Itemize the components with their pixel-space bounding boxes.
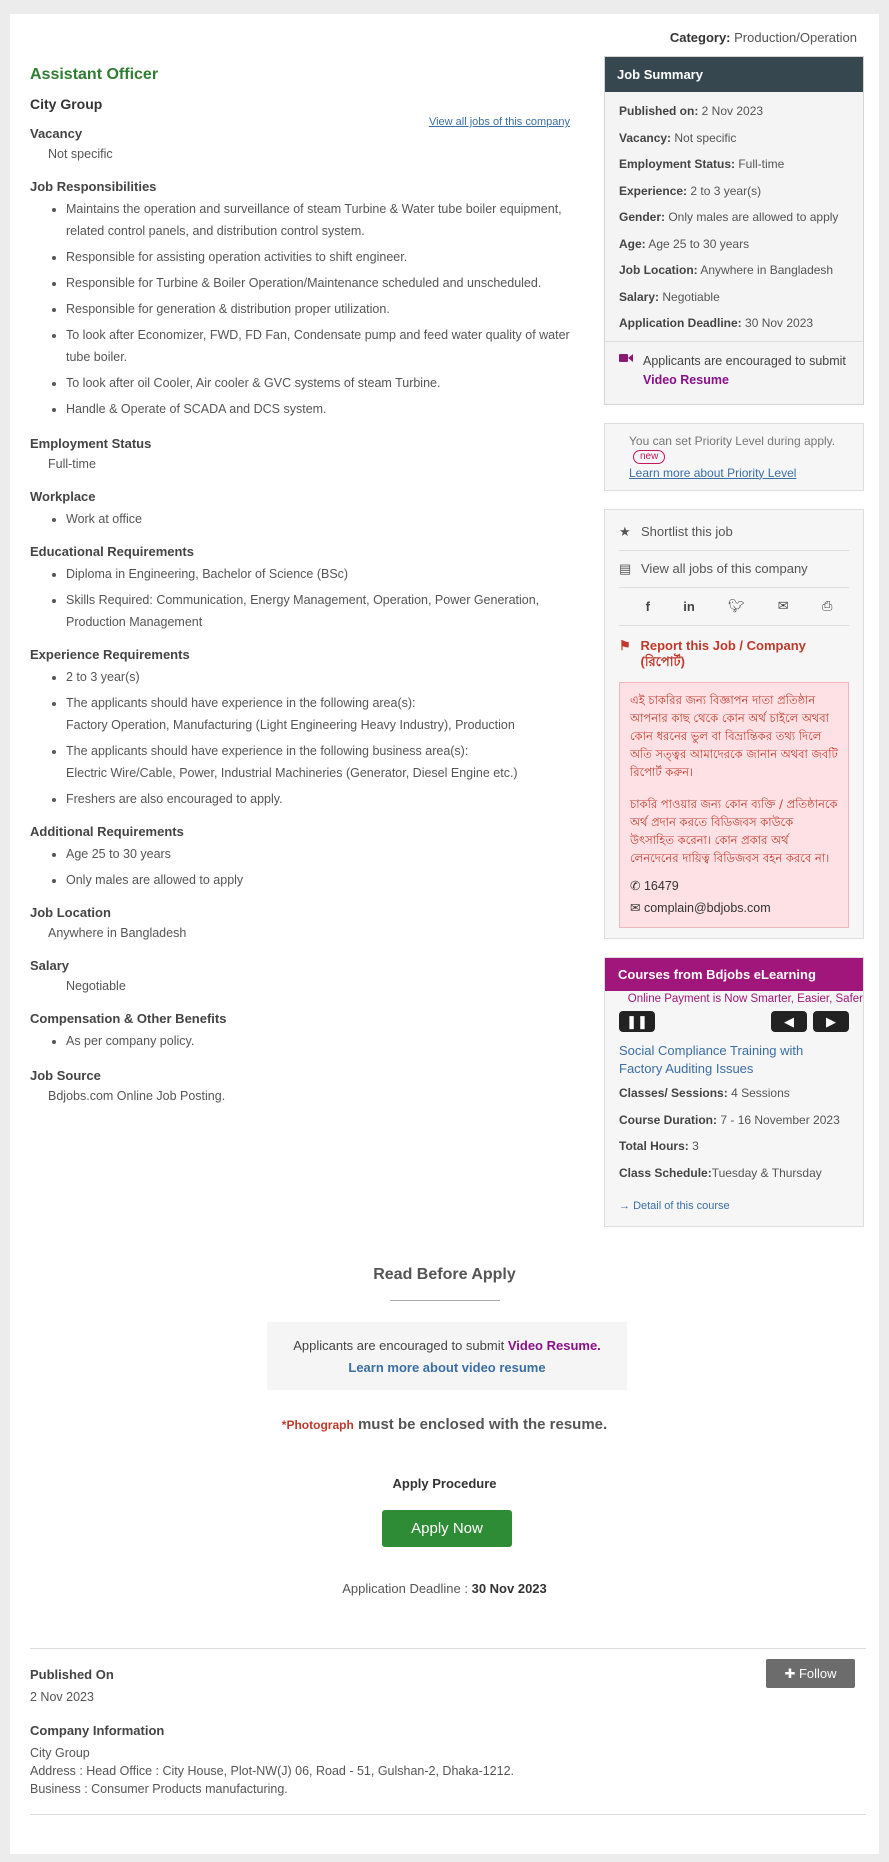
experience-area-intro: • The applicants should have experience in the following area(s): [66,696,416,710]
published-on-heading: Published On [30,1667,114,1682]
summary-label: Salary: [619,289,660,304]
experience-heading: Experience Requirements [30,647,190,662]
report-job-link[interactable] [619,638,849,674]
rba-text: Applicants are encouraged to submit [293,1338,505,1353]
salary-value: Negotiable [66,979,126,993]
responsibility-item: • Responsible for generation & distribution proper utilization. [66,298,570,320]
summary-label: Application Deadline: [619,316,742,330]
deadline-label: Application Deadline : [342,1581,472,1596]
summary-value: 2 Nov 2023 [698,104,764,118]
job-summary-rows [605,92,863,337]
video-resume-box [267,1322,627,1390]
contact-block [630,875,838,919]
view-all-jobs-button[interactable] [619,551,849,588]
courses-marquee: Online Payment is Now Smarter, Easier, Safer [627,992,863,1005]
course-title-link[interactable]: Social Compliance Training with Factory Auditing Issues [619,1042,804,1076]
location-heading: Job Location [30,905,111,920]
linkedin-icon[interactable]: in [683,598,695,614]
video-resume-prefix: Applicants are encouraged to submit [643,353,846,368]
priority-panel [604,423,864,491]
experience-business-values: Electric Wire/Cable, Power, Industrial Machineries (Generator, Diesel Engine etc.) [66,766,518,780]
summary-label: Vacancy: [619,130,672,145]
experience-list [30,666,570,810]
vacancy-heading: Vacancy [30,126,83,141]
course-detail-link[interactable] [619,1200,730,1212]
list-item: • As per company policy. [66,1030,570,1052]
category-value: Production/Operation [734,30,857,45]
responsibility-item: • Maintains the operation and surveillance of steam Turbine & Water tube boiler equipment, related control panels, and distribution control system. [66,198,570,242]
priority-learn-more-link[interactable]: Learn more about Priority Level [629,465,797,480]
course-detail-value: Tuesday & Thursday [711,1165,822,1180]
divider [30,1814,866,1815]
arrow-right-icon: → [619,1199,630,1212]
compensation-list [30,1030,570,1052]
additional-heading: Additional Requirements [30,824,184,839]
prev-arrow-icon[interactable]: ◀ [771,1011,807,1032]
employment-status-value: Full-time [48,457,96,471]
photograph-note [10,1416,879,1433]
workplace-list [30,508,570,530]
summary-row [605,125,863,152]
summary-value: 2 to 3 year(s) [687,183,762,198]
experience-area-values: Factory Operation, Manufacturing (Light Engineering Heavy Industry), Production [66,718,515,732]
list-item: • Only males are allowed to apply [66,869,570,891]
flag-icon: ⚑ [619,637,631,653]
list-item: • Age 25 to 30 years [66,843,570,865]
responsibility-item: • Responsible for assisting operation activities to shift engineer. [66,246,570,268]
list-item [66,740,570,784]
summary-value: Age 25 to 30 years [645,236,750,251]
experience-business-intro: • The applicants should have experience in the following business area(s): [66,744,469,758]
divider [390,1300,500,1301]
envelope-icon: ✉ [630,900,641,915]
job-details [30,66,570,1103]
plus-icon: ✚ [784,1666,796,1681]
list-item: • Skills Required: Communication, Energy Management, Operation, Power Generation, Production Management [66,589,570,633]
company-address: Address : Head Office : City House, Plot-NW(J) 06, Road - 51, Gulshan-2, Dhaka-1212. [30,1764,515,1778]
shortlist-button[interactable] [619,514,849,551]
carousel-controls [619,1011,849,1033]
summary-row [605,98,863,125]
course-detail-value: 4 Sessions [727,1085,790,1100]
summary-value: Full-time [735,157,785,171]
course-detail-label: Classes/ Sessions: [619,1085,728,1100]
summary-row [605,231,863,258]
summary-label: Published on: [619,104,699,118]
job-source-heading: Job Source [30,1068,101,1083]
follow-label: Follow [798,1666,837,1681]
employment-status-heading: Employment Status [30,436,152,451]
category-label: Category: [669,30,731,45]
list-item: • Work at office [66,508,570,530]
pause-button[interactable]: ❚❚ [619,1011,655,1032]
fraud-warning [619,682,849,928]
next-arrow-icon[interactable]: ▶ [813,1011,849,1032]
education-heading: Educational Requirements [30,544,194,559]
priority-text: You can set Priority Level during apply. [629,433,836,448]
summary-label: Experience: [619,183,688,198]
additional-list [30,843,570,891]
video-camera-icon [619,352,633,390]
category [670,30,857,45]
share-bar [619,588,849,626]
company-info-section [30,1666,514,1798]
read-before-apply-heading: Read Before Apply [373,1266,516,1283]
courses-panel [604,957,864,1227]
vacancy-value: Not specific [48,147,113,161]
job-actions-panel [604,509,864,939]
course-detail-row [619,1113,840,1127]
location-value: Anywhere in Bangladesh [48,926,187,940]
mail-icon[interactable]: ✉ [777,598,789,613]
courses-heading: Courses from Bdjobs eLearning [605,958,863,991]
complaint-email[interactable]: complain@bdjobs.com [643,900,771,915]
divider [30,1648,866,1649]
summary-label: Employment Status: [619,157,736,171]
responsibility-item: • Handle & Operate of SCADA and DCS system. [66,398,570,420]
view-all-jobs-label: View all jobs of this company [641,561,808,576]
apply-now-button[interactable]: Apply Now [382,1510,512,1547]
list-item: • Freshers are also encouraged to apply. [66,788,570,810]
course-detail-label: Detail of this course [633,1199,730,1212]
company-info-heading: Company Information [30,1723,165,1738]
responsibilities-list [30,198,570,420]
warning-paragraph-1: এই চাকরির জন্য বিজ্ঞাপন দাতা প্রতিষ্ঠান আপনার কাছ থেকে কোন অর্থ চাইলে অথবা কোন ধরনের ভুল বা বিভ্রান্তিকর তথ্য দিলে অতি সত্ত্বর আমাদেরকে জানান অথবা জবটি রিপোর্ট করুন। [630,692,838,779]
deadline-value: 30 Nov 2023 [471,1581,547,1596]
facebook-icon[interactable]: f [645,598,650,614]
responsibility-item: • To look after Economizer, FWD, FD Fan, Condensate pump and feed water quality of water tube boiler. [66,324,570,368]
company-name: City Group [30,96,103,112]
photograph-label: *Photograph [281,1418,354,1432]
follow-button[interactable] [766,1659,855,1688]
list-item: • 2 to 3 year(s) [66,666,570,688]
application-deadline [10,1581,879,1596]
course-detail-label: Class Schedule: [619,1165,712,1180]
phone-icon: ✆ [630,878,641,893]
job-detail-page [10,14,879,1854]
summary-row [605,284,863,311]
company-business: Business : Consumer Products manufacturing. [30,1782,288,1796]
course-detail-value: 7 - 16 November 2023 [717,1112,840,1127]
video-resume-learn-more-link[interactable]: Learn more about video resume [348,1360,546,1375]
responsibility-item: • To look after oil Cooler, Air cooler & GVC systems of steam Turbine. [66,372,570,394]
job-summary-panel [604,56,864,405]
report-label: Report this Job / Company (রিপোর্ট) [640,637,806,669]
summary-value: Anywhere in Bangladesh [697,263,834,277]
job-source-value: Bdjobs.com Online Job Posting. [48,1089,226,1103]
video-resume-note [605,341,863,404]
workplace-heading: Workplace [30,489,96,504]
education-list [30,563,570,633]
twitter-icon[interactable]: 🐦︎ [728,598,745,613]
summary-row [605,204,863,231]
star-icon: ★ [619,523,631,539]
summary-value: Negotiable [659,289,720,304]
summary-label: Age: [619,236,646,251]
published-on-value: 2 Nov 2023 [30,1690,94,1704]
course-detail-row [619,1086,790,1100]
rba-video-resume: Video Resume. [507,1338,601,1353]
summary-value: Only males are allowed to apply [665,210,839,224]
course-detail-value: 3 [688,1138,699,1153]
list-item: • Diploma in Engineering, Bachelor of Science (BSc) [66,563,570,585]
salary-heading: Salary [30,958,70,973]
summary-value: Not specific [671,130,737,145]
summary-row [605,257,863,284]
course-detail-label: Total Hours: [619,1138,689,1153]
print-icon[interactable]: ⎙ [821,598,833,613]
warning-paragraph-2: চাকরি পাওয়ার জন্য কোন ব্যক্তি / প্রতিষ্ঠানকে অর্থ প্রদান করতে বিডিজবস কাউকে উৎসাহিত করেনা। কোন প্রকার অর্থ লেনদেনের দায়িত্ব বিডিজবস বহন করবে না। [630,796,838,865]
apply-procedure-heading: Apply Procedure [392,1476,497,1491]
new-badge: new [633,450,665,464]
summary-row [605,178,863,205]
photograph-text: must be enclosed with the resume. [353,1416,608,1433]
summary-row [605,151,863,178]
summary-value: 30 Nov 2023 [741,316,814,330]
course-detail-row [619,1139,699,1153]
company-name: City Group [30,1746,90,1760]
video-resume-text [643,352,849,390]
summary-label: Job Location: [619,263,698,277]
course-detail-row [619,1166,822,1180]
summary-label: Gender: [619,210,666,224]
job-title: Assistant Officer [30,66,159,83]
sidebar [604,56,864,1227]
responsibility-item: • Responsible for Turbine & Boiler Operation/Maintenance scheduled and unscheduled. [66,272,570,294]
summary-row [605,310,863,337]
compensation-heading: Compensation & Other Benefits [30,1011,227,1026]
video-resume-link[interactable]: Video Resume [643,372,729,387]
copy-icon: ▤ [619,560,632,576]
shortlist-label: Shortlist this job [641,524,733,539]
responsibilities-heading: Job Responsibilities [30,179,157,194]
job-summary-heading: Job Summary [605,57,863,92]
phone-number: 16479 [643,878,679,893]
list-item [66,692,570,736]
course-detail-label: Course Duration: [619,1112,718,1127]
view-all-jobs-link[interactable]: View all jobs of this company [428,116,570,128]
